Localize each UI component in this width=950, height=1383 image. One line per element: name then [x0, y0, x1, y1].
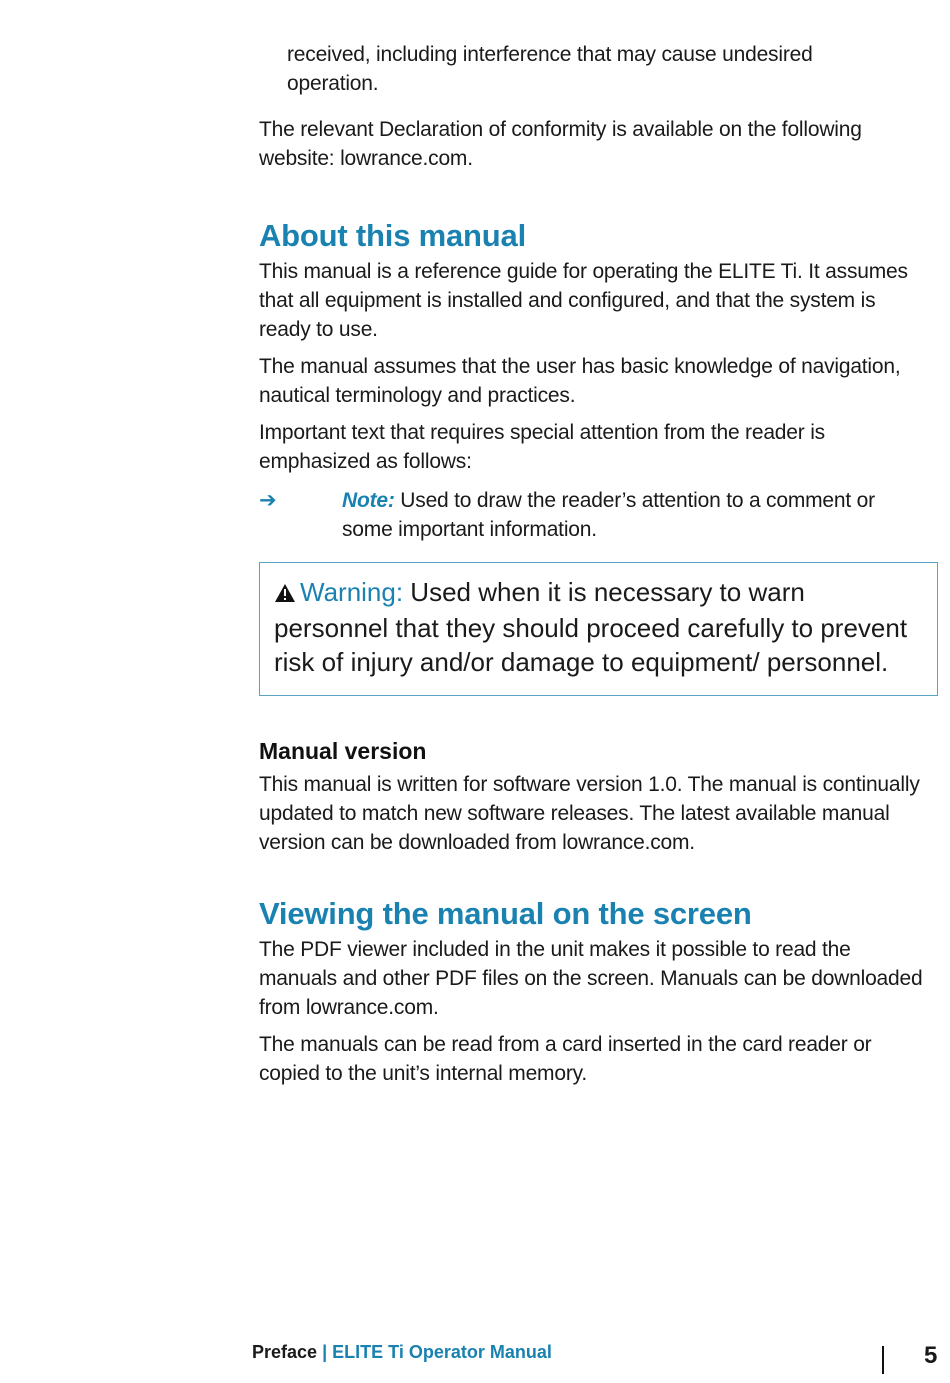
manual-version-heading: Manual version	[259, 738, 427, 764]
footer-section: Preface	[252, 1342, 318, 1362]
warning-label: Warning:	[300, 577, 404, 607]
warning-box	[259, 562, 938, 696]
about-paragraph-3: Important text that requires special attention from the reader is emphasized as follows:	[259, 421, 825, 473]
note-block	[259, 486, 929, 544]
manual-version-paragraph: This manual is written for software version 1.0. The manual is continually updated to match new software releases. The latest available manual version can be downloaded from lowrance.com.	[259, 773, 920, 854]
about-heading: About this manual	[259, 218, 526, 253]
page-number: 5	[924, 1342, 938, 1369]
note-label: Note:	[342, 489, 395, 512]
page-footer	[252, 1340, 552, 1364]
about-paragraph-2: The manual assumes that the user has basic knowledge of navigation, nautical terminology and practices.	[259, 355, 901, 407]
footer-manual-name: ELITE Ti Operator Manual	[332, 1342, 552, 1362]
viewing-paragraph-2: The manuals can be read from a card inserted in the card reader or copied to the unit’s internal memory.	[259, 1033, 872, 1085]
note-text: Used to draw the reader’s attention to a comment or some important information.	[342, 489, 875, 541]
arrow-right-icon: ➔	[259, 489, 277, 512]
page-number-divider	[882, 1346, 884, 1374]
footer-separator: |	[322, 1342, 328, 1362]
warning-icon	[274, 577, 296, 611]
warning-text: Used when it is necessary to warn personnel that they should proceed carefully to prevent risk of injury and/or damage to equipment/ personnel.	[274, 577, 908, 677]
declaration-paragraph: The relevant Declaration of conformity is available on the following website: lowrance.com.	[259, 118, 862, 170]
about-paragraph-1: This manual is a reference guide for operating the ELITE Ti. It assumes that all equipment is installed and configured, and that the system is ready to use.	[259, 260, 908, 341]
viewing-paragraph-1: The PDF viewer included in the unit makes it possible to read the manuals and other PDF files on the screen. Manuals can be downloaded from lowrance.com.	[259, 938, 923, 1019]
viewing-heading: Viewing the manual on the screen	[259, 896, 752, 931]
continued-paragraph: received, including interference that may cause undesired operation.	[287, 43, 813, 95]
page-content	[259, 40, 929, 1088]
